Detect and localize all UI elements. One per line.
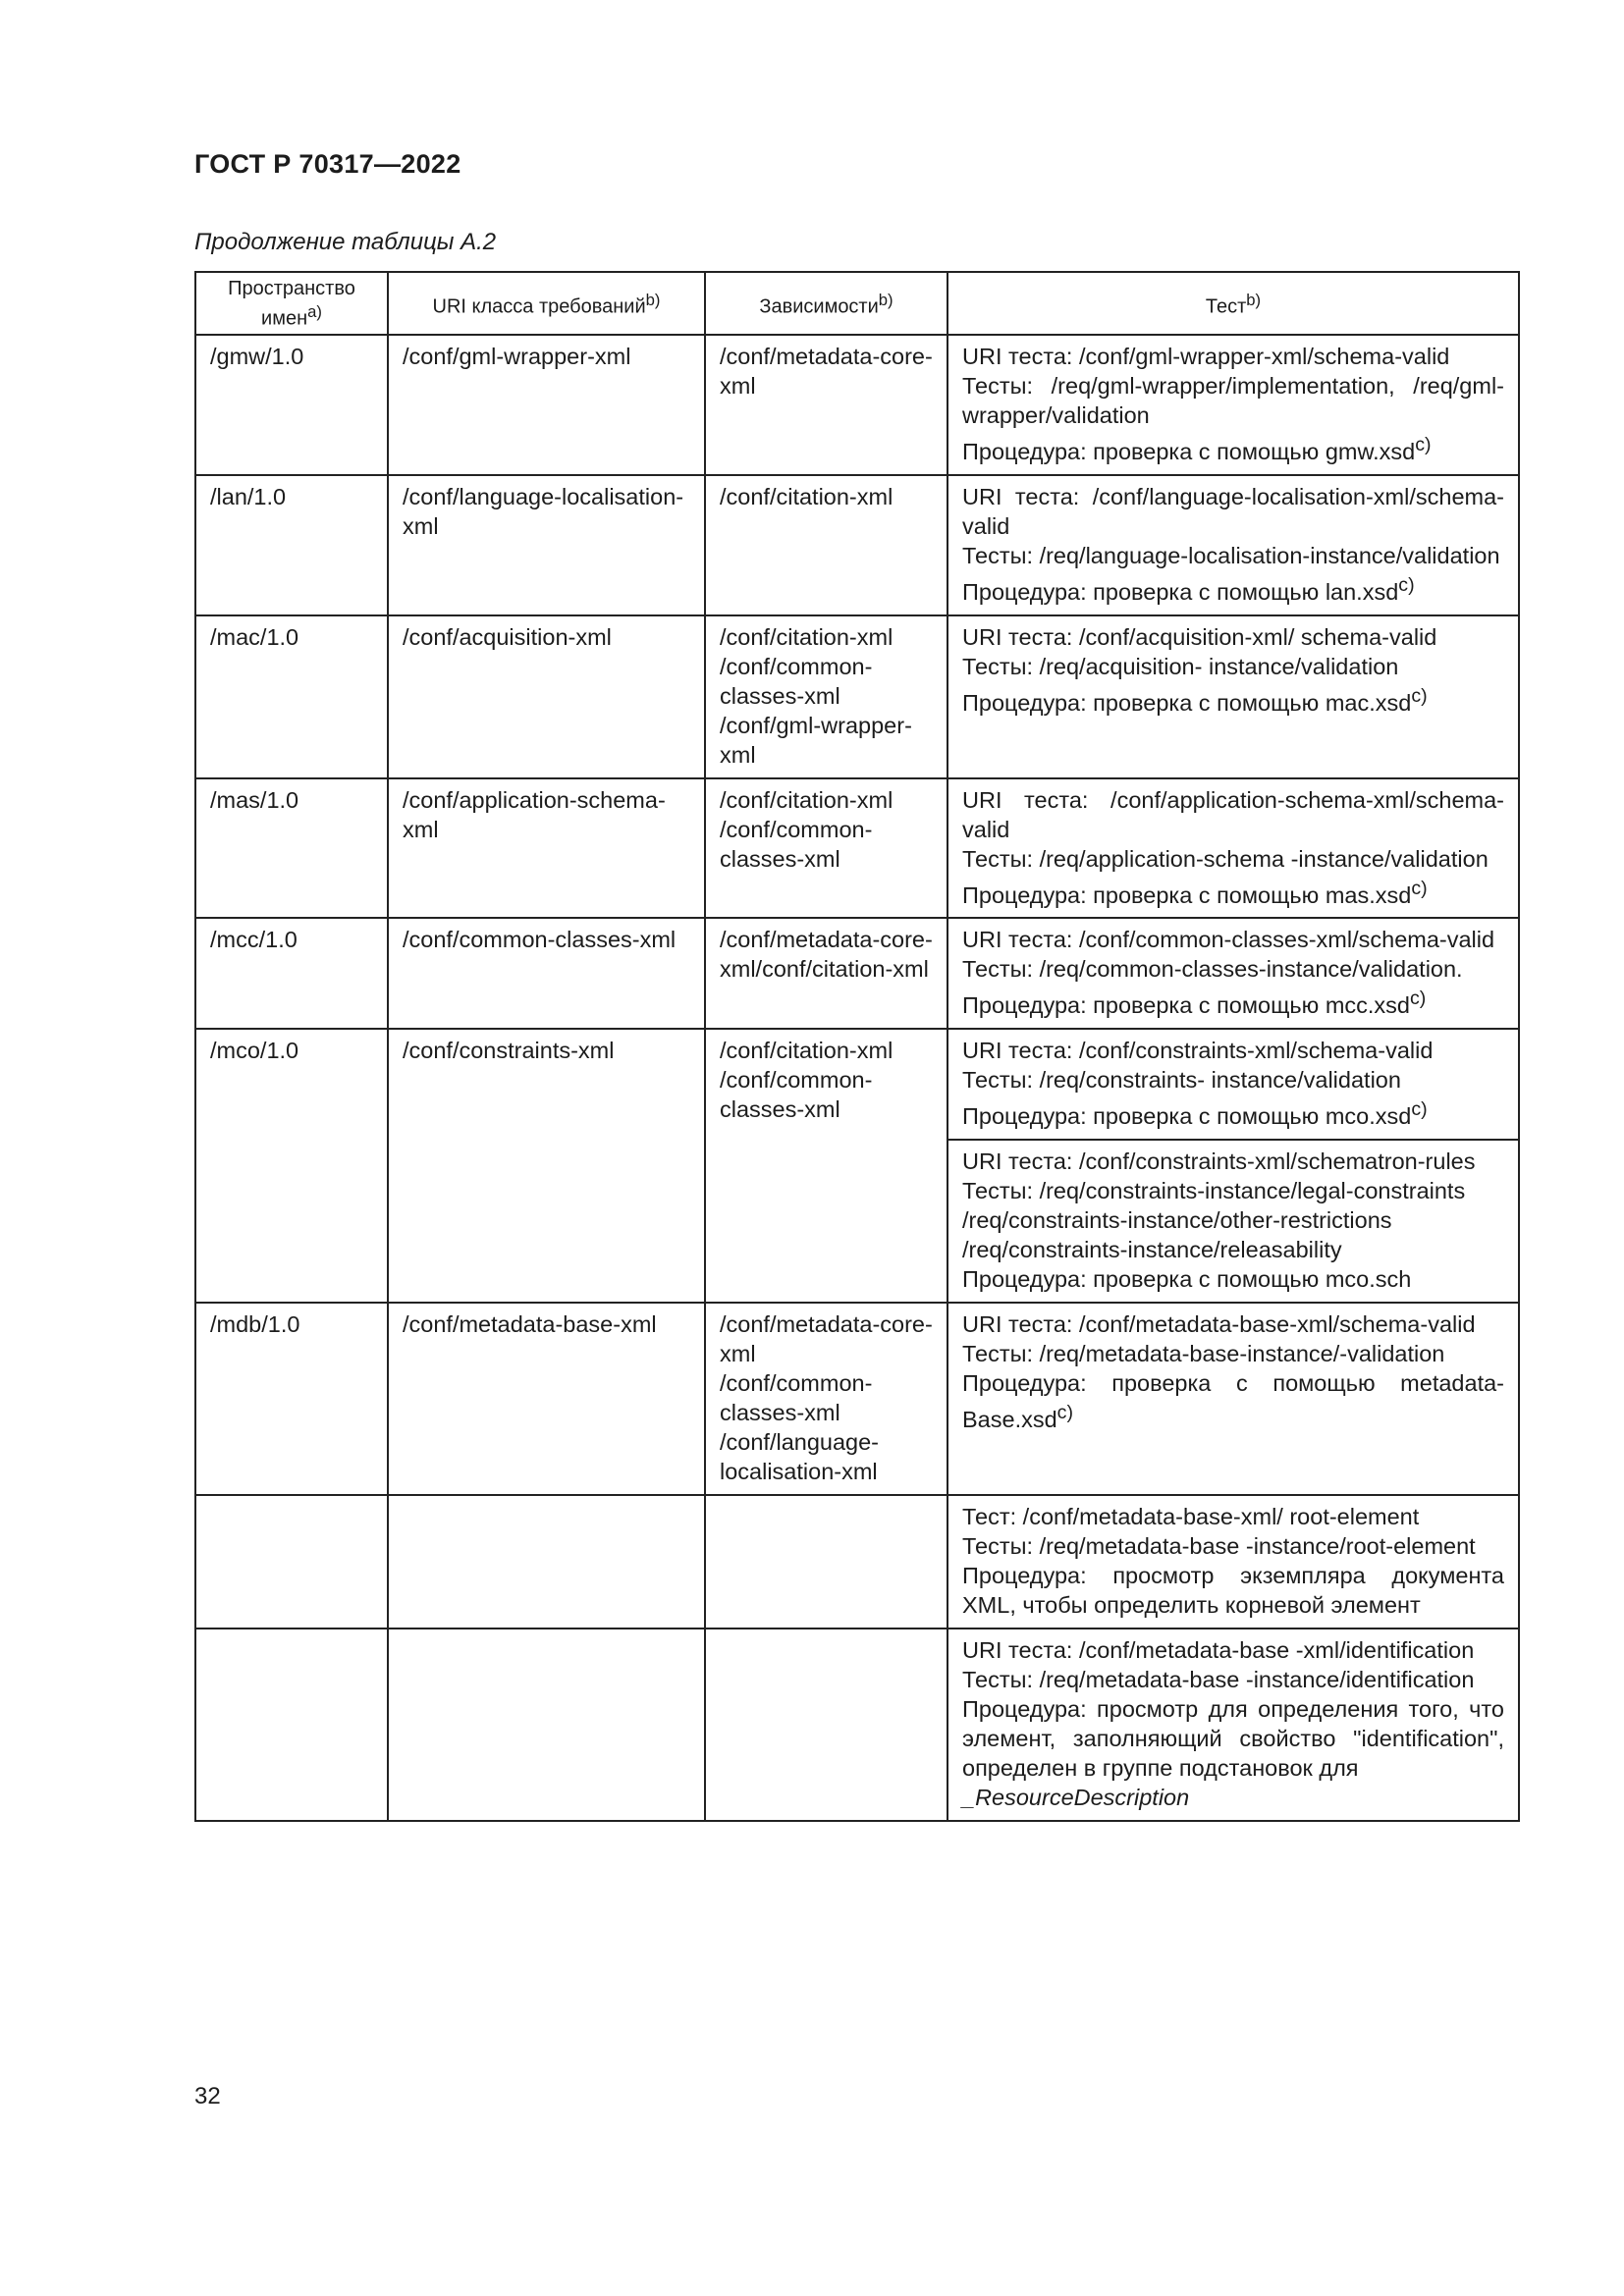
dependency-item: /conf/citation-xml xyxy=(720,483,893,509)
namespace-cell xyxy=(195,1029,388,1303)
dependency-item: /conf/gml-wrapper-xml xyxy=(720,712,912,768)
test-line: URI теста: /conf/gml-wrapper-xml/schema-valid xyxy=(962,344,1450,369)
dependency-item: /conf/common-classes-xml xyxy=(720,1067,873,1123)
uri-cell xyxy=(388,615,705,778)
footnote-ref: c) xyxy=(1411,1098,1428,1121)
table-row xyxy=(195,1029,1519,1140)
header-test: Тест$^{b)}$ xyxy=(947,272,1519,335)
requirements-table xyxy=(194,271,1520,1822)
table-row xyxy=(195,1629,1519,1821)
dependency-item: /conf/citation-xml xyxy=(720,786,893,813)
test-cell xyxy=(947,778,1519,919)
test-line: Процедура: проверка с помощью lan.xsd xyxy=(962,578,1399,605)
namespace-cell xyxy=(195,1495,388,1629)
table-header-row xyxy=(195,272,1519,335)
dependencies-cell xyxy=(705,1629,947,1821)
dependencies-cell xyxy=(705,1495,947,1629)
test-cell xyxy=(947,918,1519,1029)
uri-value: /conf/gml-wrapper-xml xyxy=(403,344,631,369)
table-caption: Продолжение таблицы А.2 xyxy=(194,229,497,255)
table-row xyxy=(195,1303,1519,1495)
test-line: Тесты: /req/acquisition- instance/validation xyxy=(962,653,1399,679)
footnote-ref: c) xyxy=(1411,877,1428,899)
test-line: Тесты: /req/metadata-base-instance/-validation xyxy=(962,1341,1445,1367)
uri-value: /conf/acquisition-xml xyxy=(403,623,612,650)
test-line: Процедура: проверка с помощью mac.xsd xyxy=(962,689,1412,716)
table-row xyxy=(195,1495,1519,1629)
test-line: Процедура: проверка с помощью mco.xsd xyxy=(962,1103,1412,1130)
page-number: 32 xyxy=(194,2083,221,2109)
test-cell xyxy=(947,335,1519,475)
uri-cell xyxy=(388,1495,705,1629)
footnote-ref: c) xyxy=(1411,684,1428,707)
test-line: URI теста: /conf/application-schema-xml/schema-valid xyxy=(962,786,1504,842)
standard-header: ГОСТ Р 70317—2022 xyxy=(194,149,461,179)
test-line: Процедура: просмотр экземпляра документа XML, чтобы определить корневой элемент xyxy=(962,1563,1504,1619)
table-row xyxy=(195,615,1519,778)
test-line: Тесты: /req/constraints- instance/validation xyxy=(962,1067,1401,1094)
dependency-item: /conf/metadata-core-xml xyxy=(720,344,933,399)
dependency-item: /conf/metadata-core-xml xyxy=(720,1311,933,1367)
namespace-value: /gmw/1.0 xyxy=(210,344,304,369)
footnote-ref: c) xyxy=(1056,1402,1073,1424)
dependencies-cell xyxy=(705,1029,947,1303)
test-line: Тесты: /req/common-classes-instance/validation. xyxy=(962,956,1463,983)
test-line: URI теста: /conf/language-localisation-xml/schema-valid xyxy=(962,483,1504,539)
dependencies-cell xyxy=(705,1303,947,1495)
dependencies-cell xyxy=(705,475,947,615)
footnote-ref: c) xyxy=(1415,434,1432,455)
namespace-cell xyxy=(195,918,388,1029)
dependency-item: /conf/common-classes-xml xyxy=(720,816,873,872)
uri-value: /conf/common-classes-xml xyxy=(403,927,677,953)
test-line: URI теста: /conf/constraints-xml/schema-valid xyxy=(962,1038,1434,1064)
namespace-value: /mco/1.0 xyxy=(210,1038,299,1064)
uri-cell xyxy=(388,475,705,615)
uri-value: /conf/constraints-xml xyxy=(403,1038,615,1064)
footnote-ref: c) xyxy=(1410,988,1427,1010)
test-line: URI теста: /conf/metadata-base-xml/schema-valid xyxy=(962,1311,1476,1338)
header-dependencies: Зависимости$^{b)}$ xyxy=(705,272,947,335)
uri-value: /conf/application-schema-xml xyxy=(403,786,666,842)
uri-cell xyxy=(388,918,705,1029)
table-row xyxy=(195,335,1519,475)
test-cell xyxy=(947,475,1519,615)
namespace-value: /mdb/1.0 xyxy=(210,1311,300,1338)
test-line: URI теста: /conf/metadata-base -xml/identification xyxy=(962,1637,1475,1664)
uri-value: /conf/language-localisation-xml xyxy=(403,483,684,539)
uri-cell xyxy=(388,335,705,475)
namespace-cell xyxy=(195,475,388,615)
dependency-item: /conf/citation-xml xyxy=(720,1038,893,1064)
test-line: /req/constraints-instance/other-restrictions xyxy=(962,1207,1392,1234)
test-line: Процедура: проверка с помощью mas.xsd xyxy=(962,881,1412,908)
test-line-italic: _ResourceDescription xyxy=(962,1785,1190,1811)
namespace-value: /lan/1.0 xyxy=(210,483,287,509)
namespace-value: /mac/1.0 xyxy=(210,623,299,650)
namespace-value: /mcc/1.0 xyxy=(210,927,298,953)
namespace-cell xyxy=(195,1629,388,1821)
header-uri: URI класса требований$^{b)}$ xyxy=(388,272,705,335)
test-line: Процедура: проверка с помощью gmw.xsd xyxy=(962,438,1416,464)
test-cell xyxy=(947,1495,1519,1629)
dependency-item: /conf/metadata-core-xml/conf/citation-xml xyxy=(720,927,933,983)
test-line: URI теста: /conf/constraints-xml/schematron-rules xyxy=(962,1148,1476,1175)
dependency-item: /conf/citation-xml xyxy=(720,623,893,650)
uri-cell xyxy=(388,778,705,919)
table-row xyxy=(195,918,1519,1029)
footnote-ref: c) xyxy=(1398,573,1415,596)
test-line: Тест: /conf/metadata-base-xml/ root-element xyxy=(962,1504,1420,1530)
dependency-item: /conf/common-classes-xml xyxy=(720,653,873,709)
namespace-cell xyxy=(195,335,388,475)
dependency-item: /conf/common-classes-xml xyxy=(720,1370,873,1426)
namespace-value: /mas/1.0 xyxy=(210,786,299,813)
test-line: Процедура: проверка с помощью metadata-Base.xsd xyxy=(962,1370,1504,1432)
uri-cell xyxy=(388,1303,705,1495)
test-cell xyxy=(947,1140,1519,1303)
dependency-item: /conf/language-localisation-xml xyxy=(720,1429,880,1485)
test-cell xyxy=(947,1303,1519,1495)
test-line: URI теста: /conf/acquisition-xml/ schema-valid xyxy=(962,623,1437,650)
test-line: Тесты: /req/application-schema -instance/validation xyxy=(962,845,1489,872)
table-row xyxy=(195,475,1519,615)
namespace-cell xyxy=(195,778,388,919)
test-cell xyxy=(947,1029,1519,1140)
test-line: Процедура: просмотр для определения того, что элемент, заполняющий свойство "identification", определен в группе подстановок для xyxy=(962,1696,1504,1782)
test-line: Тесты: /req/gml-wrapper/implementation, /req/gml-wrapper/validation xyxy=(962,373,1504,428)
uri-cell xyxy=(388,1029,705,1303)
test-cell xyxy=(947,615,1519,778)
test-line: Тесты: /req/constraints-instance/legal-constraints xyxy=(962,1178,1466,1204)
test-line: Тесты: /req/metadata-base -instance/identification xyxy=(962,1667,1475,1693)
namespace-cell xyxy=(195,615,388,778)
dependencies-cell xyxy=(705,335,947,475)
dependencies-cell xyxy=(705,918,947,1029)
namespace-cell xyxy=(195,1303,388,1495)
test-line: Процедура: проверка с помощью mcc.xsd xyxy=(962,992,1411,1019)
test-line: Процедура: проверка с помощью mco.sch xyxy=(962,1266,1412,1293)
header-namespace: Пространство имен$^{a)}$ xyxy=(195,272,388,335)
uri-value: /conf/metadata-base-xml xyxy=(403,1311,657,1338)
test-line: Тесты: /req/metadata-base -instance/root-element xyxy=(962,1533,1476,1560)
test-cell xyxy=(947,1629,1519,1821)
test-line: Тесты: /req/language-localisation-instance/validation xyxy=(962,542,1500,568)
uri-cell xyxy=(388,1629,705,1821)
test-line: URI теста: /conf/common-classes-xml/schema-valid xyxy=(962,927,1495,953)
table-row xyxy=(195,778,1519,919)
dependencies-cell xyxy=(705,778,947,919)
dependencies-cell xyxy=(705,615,947,778)
test-line: /req/constraints-instance/releasability xyxy=(962,1237,1342,1263)
